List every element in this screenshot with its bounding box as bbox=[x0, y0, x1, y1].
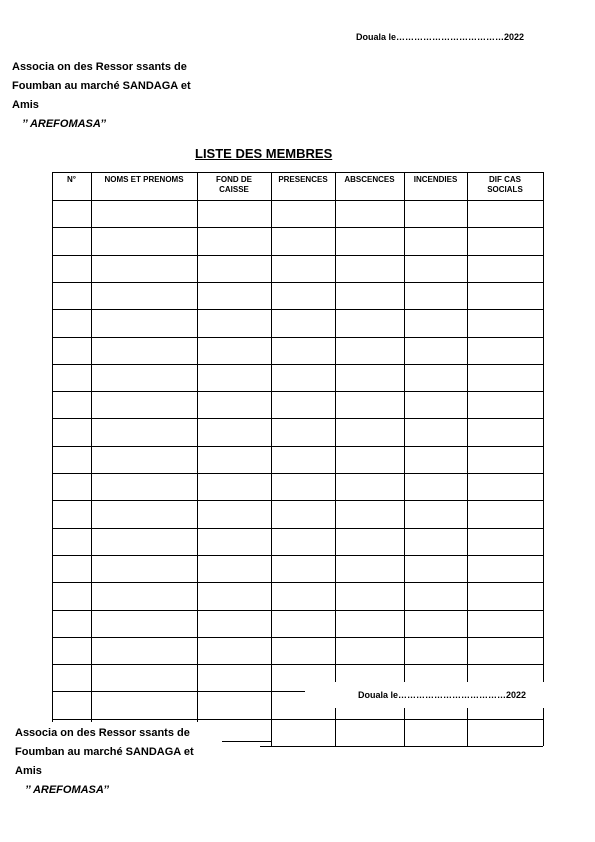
table-row-rule bbox=[52, 282, 543, 283]
table-header-rule bbox=[52, 200, 543, 201]
column-header-line: NOMS ET PRENOMS bbox=[104, 175, 184, 184]
footer-association-block bbox=[15, 724, 194, 800]
column-header bbox=[91, 175, 197, 185]
table-row-rule bbox=[52, 582, 543, 583]
table-row-rule bbox=[52, 528, 543, 529]
table-row-rule bbox=[52, 364, 543, 365]
table-column-rule bbox=[197, 172, 198, 746]
association-acronym: ’’ AREFOMASA’’ bbox=[22, 118, 106, 130]
table-row-rule bbox=[52, 227, 543, 228]
column-header-line: ABSCENCES bbox=[344, 175, 395, 184]
table-row-rule bbox=[52, 309, 543, 310]
table-column-rule bbox=[467, 172, 468, 746]
table-row-rule bbox=[52, 555, 543, 556]
table-column-rule bbox=[52, 172, 53, 746]
table-row-rule bbox=[52, 719, 543, 720]
table-row-rule bbox=[52, 500, 543, 501]
page-title: LISTE DES MEMBRES bbox=[195, 146, 333, 161]
column-header-line: DIF CAS bbox=[489, 175, 521, 184]
table-row-rule bbox=[52, 391, 543, 392]
association-line: Amis bbox=[12, 99, 39, 111]
column-header-line: CAISSE bbox=[219, 185, 249, 194]
footer-date-line: Douala le………………………………2022 bbox=[358, 690, 527, 700]
column-header bbox=[467, 175, 543, 195]
table-row-rule bbox=[52, 610, 543, 611]
association-acronym: ’’ AREFOMASA’’ bbox=[25, 784, 109, 796]
column-header bbox=[52, 175, 91, 185]
table-row-rule bbox=[52, 446, 543, 447]
association-line: Foumban au marché SANDAGA et bbox=[12, 80, 191, 92]
table-column-rule bbox=[543, 172, 544, 746]
column-header-line: PRESENCES bbox=[278, 175, 328, 184]
table-border-top bbox=[52, 172, 543, 173]
table-row-rule bbox=[52, 473, 543, 474]
column-header bbox=[271, 175, 335, 185]
association-line: Associa on des Ressor ssants de bbox=[15, 727, 190, 739]
column-header-line: INCENDIES bbox=[413, 175, 458, 184]
table-row-rule bbox=[52, 664, 543, 665]
table-column-rule bbox=[404, 172, 405, 746]
table-column-rule bbox=[271, 172, 272, 746]
table-row-rule bbox=[52, 337, 543, 338]
column-header bbox=[197, 175, 271, 195]
column-header bbox=[404, 175, 467, 185]
column-header-line: FOND DE bbox=[216, 175, 252, 184]
association-line: Associa on des Ressor ssants de bbox=[12, 61, 187, 73]
table-column-rule bbox=[91, 172, 92, 746]
date-line: Douala le………………………………2022 bbox=[356, 32, 525, 42]
table-row-rule bbox=[52, 637, 543, 638]
column-header bbox=[335, 175, 404, 185]
association-line: Amis bbox=[15, 765, 42, 777]
association-line: Foumban au marché SANDAGA et bbox=[15, 746, 194, 758]
column-header-line: SOCIALS bbox=[487, 185, 523, 194]
footer-rule bbox=[222, 741, 272, 742]
table-column-rule bbox=[335, 172, 336, 746]
column-header-line: N° bbox=[67, 175, 76, 184]
table-row-rule bbox=[52, 255, 543, 256]
table-row-rule bbox=[52, 418, 543, 419]
